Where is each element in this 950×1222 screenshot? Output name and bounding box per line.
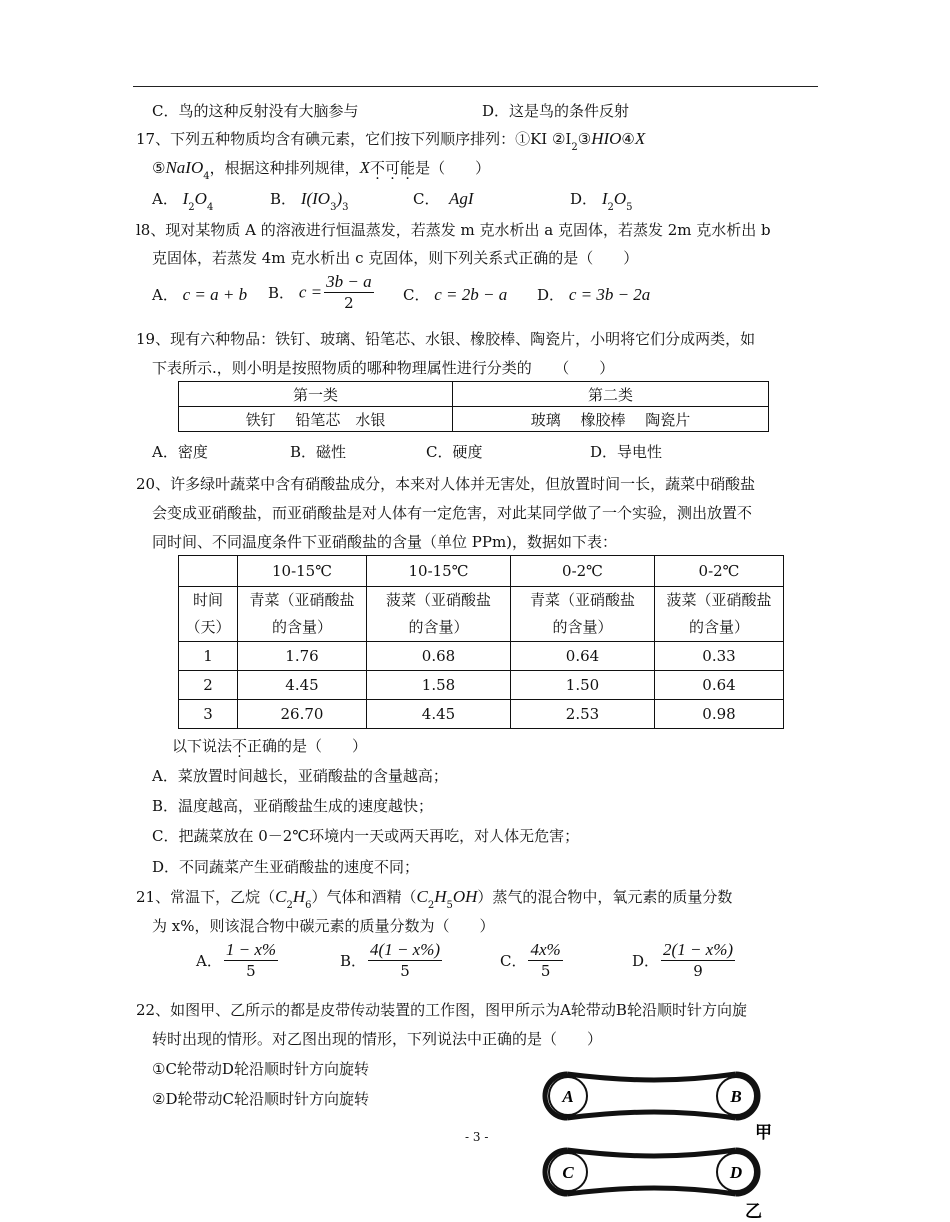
q18-a-label: A． [152, 286, 178, 304]
q17-naio-sub: 4 [203, 171, 210, 182]
q17-c-formula: AgI [449, 189, 474, 208]
q21-oh: OH [452, 887, 478, 906]
q20-cell: 1.58 [367, 671, 511, 700]
q20-cell: 2 [179, 671, 238, 700]
q20-cell: 0.33 [655, 642, 784, 671]
q22-line2: 转时出现的情形。对乙图出现的情形，下列说法中正确的是（ ） [152, 1030, 603, 1048]
q17-naio: NaIO [165, 158, 204, 177]
q21-c-fraction [528, 940, 562, 981]
q20-line3: 同时间、不同温度条件下亚硝酸盐的含量（单位 PPm)，数据如下表： [152, 533, 618, 551]
q19-header-class2: 第二类 [453, 382, 769, 407]
q17-emph-1: 不 [370, 159, 386, 177]
q17-a-label: A． [152, 190, 178, 208]
q20-cell: 1.76 [238, 642, 367, 671]
q18-b-label: B． [268, 284, 295, 302]
q21-b-denominator: 5 [400, 962, 410, 980]
q17-b-sub2: 3 [342, 202, 349, 213]
q20-cell: 2.53 [511, 700, 655, 729]
q18-option-b [268, 272, 376, 313]
q18-line2: 克固体，若蒸发 4m 克水析出 c 克固体，则下列关系式正确的是（ ） [152, 249, 639, 267]
wheel-c-label: C [562, 1163, 574, 1182]
q20-temp-1: 10-15℃ [238, 556, 367, 587]
q18-option-d [537, 285, 650, 305]
q21-option-a [196, 940, 280, 981]
q18-d-label: D． [537, 286, 565, 304]
q19-table [178, 381, 769, 432]
q20-cell: 4.45 [367, 700, 511, 729]
q20-cell: 0.98 [655, 700, 784, 729]
q17-line2 [152, 158, 490, 181]
q21-c-denominator: 5 [540, 962, 551, 980]
figure-label-jia: 甲 [755, 1123, 772, 1143]
wheel-d-label: D [729, 1163, 743, 1182]
q17-line1-circled3: ③ [577, 130, 592, 148]
q17-line1 [136, 129, 645, 152]
q17-a-o: O [194, 189, 207, 208]
q20-question-a: 以下说法 [172, 737, 233, 755]
q19-header-class1: 第一类 [179, 382, 453, 407]
q20-veg-header-4-line1: 菠菜（亚硝酸盐 [666, 591, 772, 609]
q21-option-b [340, 940, 444, 981]
q17-emph-2: 可 [385, 159, 401, 177]
q21-d-label: D． [632, 952, 660, 970]
q21-d-numerator: 2(1 − x%) [663, 940, 734, 959]
q22-line1: 22、如图甲、乙所示的都是皮带传动装置的工作图，图甲所示为A轮带动B轮沿顺时针方向旋 [136, 1001, 747, 1019]
q17-option-c [413, 189, 474, 209]
belt-diagram-yi [545, 1150, 762, 1222]
q21-l1-b: ）气体和酒精（ [311, 888, 417, 906]
q17-a-sub1: 2 [188, 202, 195, 213]
q21-h2: H [434, 887, 447, 906]
q21-c-numerator: 4x% [530, 940, 561, 959]
q20-time-header-line2: （天） [185, 618, 231, 636]
q17-circled5: ⑤ [152, 159, 166, 177]
q17-d-sub2: 5 [626, 202, 633, 213]
wheel-a-label: A [562, 1087, 574, 1106]
q17-d-o: O [613, 189, 627, 208]
q20-option-a: A．菜放置时间越长，亚硝酸盐的含量越高； [152, 767, 448, 785]
q17-line1-text: 17、下列五种物质均含有碘元素，它们按下列顺序排列：①KI ②I [136, 130, 572, 148]
q20-veg-header-4 [655, 587, 784, 642]
q21-l1-a: 21、常温下，乙烷（ [136, 888, 276, 906]
belt-bottom-yi [567, 1188, 736, 1194]
q19-cell-class2: 玻璃 橡胶棒 陶瓷片 [453, 407, 769, 432]
q21-sub4: 5 [446, 900, 453, 911]
q17-emph-3: 能 [400, 159, 416, 177]
q17-line1-circled4: ④ [621, 130, 635, 148]
q18-d-expr: c = 3b − 2a [568, 285, 651, 304]
q18-option-a [152, 285, 247, 305]
q17-a-i: I [182, 189, 189, 208]
q20-veg-header-3 [511, 587, 655, 642]
q17-line2-text: ，根据这种排列规律， [209, 159, 360, 177]
q21-a-label: A． [196, 952, 222, 970]
q16-option-d: D．这是鸟的条件反射 [482, 102, 630, 120]
q20-veg-header-2 [367, 587, 511, 642]
q21-b-label: B． [340, 952, 367, 970]
q21-c2: C [416, 887, 428, 906]
q21-b-fraction [368, 940, 442, 981]
q20-row-2 [179, 671, 784, 700]
q17-b-close: ) [336, 189, 343, 208]
figure-label-yi: 乙 [745, 1202, 762, 1222]
q20-temp-2: 10-15℃ [367, 556, 511, 587]
q18-b-lhs: c = [298, 282, 323, 302]
q21-b-numerator: 4(1 − x%) [370, 940, 441, 959]
q20-veg-header-3-line2: 的含量） [552, 618, 613, 636]
page-number: - 3 - [465, 1130, 489, 1144]
q21-sub3: 2 [427, 900, 435, 911]
q20-question [172, 736, 367, 756]
q20-option-b: B．温度越高，亚硝酸盐生成的速度越快； [152, 797, 434, 815]
q20-cell: 1 [179, 642, 238, 671]
q20-row-1 [179, 642, 784, 671]
belt-diagram-jia [545, 1074, 772, 1143]
q17-d-label: D． [570, 190, 598, 208]
q19-option-c: C．硬度 [426, 443, 483, 461]
q20-cell: 0.68 [367, 642, 511, 671]
belt-drive-figure [540, 1062, 780, 1222]
q21-a-fraction [224, 940, 278, 981]
q17-a-sub2: 4 [206, 202, 214, 213]
q21-a-denominator: 5 [246, 962, 256, 980]
q21-d-denominator: 9 [693, 962, 703, 980]
q20-cell: 1.50 [511, 671, 655, 700]
q17-option-a [152, 189, 213, 212]
belt-bottom-jia [567, 1112, 736, 1118]
q19-line1: 19、现有六种物品：铁钉、玻璃、铅笔芯、水银、橡胶棒、陶瓷片，小明将它们分成两类，如 [136, 330, 756, 348]
q20-veg-header-4-line2: 的含量） [688, 618, 749, 636]
q21-option-d [632, 940, 737, 981]
q21-d-fraction [661, 940, 735, 981]
q18-option-c [403, 285, 507, 305]
q17-x2: X [359, 158, 371, 177]
q17-b-formula: I(IO [300, 189, 331, 208]
q18-c-label: C． [403, 286, 430, 304]
q21-h: H [292, 887, 306, 906]
q20-cell: 26.70 [238, 700, 367, 729]
q18-b-numerator: 3b − a [326, 272, 372, 291]
q20-cell: 0.64 [511, 642, 655, 671]
belt-top-jia [567, 1074, 736, 1080]
q20-cell: 0.64 [655, 671, 784, 700]
q19-cell-class1: 铁钉 铅笔芯 水银 [179, 407, 453, 432]
q17-hio: HIO [591, 129, 622, 148]
q21-l1-c: ）蒸气的混合物中，氧元素的质量分数 [477, 888, 733, 906]
q20-veg-header-3-line1: 青菜（亚硝酸盐 [529, 591, 635, 609]
q21-line1 [136, 887, 732, 910]
q20-veg-header-1-line1: 青菜（亚硝酸盐 [249, 591, 355, 609]
q21-sub1: 2 [286, 900, 293, 911]
q19-option-d: D．导电性 [590, 443, 663, 461]
q21-option-c [500, 940, 565, 981]
q17-b-label: B． [270, 190, 297, 208]
q21-c-label: C． [500, 952, 527, 970]
q17-c-label: C． [413, 190, 440, 208]
q17-option-b [270, 189, 349, 212]
q20-temp-4: 0-2℃ [655, 556, 784, 587]
q21-a-numerator: 1 − x% [225, 940, 277, 959]
header-rule [133, 86, 818, 87]
q20-time-header [179, 587, 238, 642]
q21-line2: 为 x%，则该混合物中碳元素的质量分数为（ ） [152, 917, 495, 935]
q17-d-sub1: 2 [607, 202, 614, 213]
q18-line1: l8、现对某物质 A 的溶液进行恒温蒸发，若蒸发 m 克水析出 a 克固体，若蒸发 2m 克水析出 b [136, 221, 771, 239]
q18-b-fraction [324, 272, 373, 313]
belt-top-yi [567, 1150, 736, 1156]
q22-statement-2: ②D轮带动C轮沿顺时针方向旋转 [152, 1090, 369, 1108]
q20-veg-header-1-line2: 的含量） [271, 618, 332, 636]
q17-line1-sub: 2 [571, 142, 578, 153]
q20-time-header-line1: 时间 [192, 591, 223, 609]
q20-option-d: D．不同蔬菜产生亚硝酸盐的速度不同； [152, 858, 420, 876]
q20-cell: 3 [179, 700, 238, 729]
q17-x: X [634, 129, 646, 148]
q20-option-c: C．把蔬菜放在 0－2℃环境内一天或两天再吃，对人体无危害； [152, 827, 580, 845]
q20-line2: 会变成亚硝酸盐，而亚硝酸盐是对人体有一定危害，对此某同学做了一个实验，测出放置不 [152, 504, 753, 522]
q21-sub2: 6 [305, 900, 312, 911]
q19-option-b: B．磁性 [290, 443, 347, 461]
q18-b-denominator: 2 [344, 294, 354, 312]
q20-veg-header-1 [238, 587, 367, 642]
q22-statement-1: ①C轮带动D轮沿顺时针方向旋转 [152, 1060, 369, 1078]
wheel-b-label: B [730, 1087, 742, 1106]
q20-temp-3: 0-2℃ [511, 556, 655, 587]
q18-c-expr: c = 2b − a [434, 285, 508, 304]
q19-option-a: A．密度 [152, 443, 208, 461]
q18-a-expr: c = a + b [182, 285, 248, 304]
q17-d-i: I [601, 189, 608, 208]
q20-veg-header-2-line1: 菠菜（亚硝酸盐 [385, 591, 491, 609]
q20-question-emph: 不 [232, 737, 248, 755]
q17-line2-end: 是（ ） [415, 159, 491, 177]
q20-question-b: 正确的是（ ） [247, 737, 368, 755]
q20-cell: 4.45 [238, 671, 367, 700]
q17-b-sub1: 3 [330, 202, 337, 213]
q16-option-c: C．鸟的这种反射没有大脑参与 [152, 102, 359, 120]
q21-c: C [275, 887, 287, 906]
q20-corner-cell [179, 556, 238, 587]
q20-row-3 [179, 700, 784, 729]
q20-table [178, 555, 784, 729]
q17-option-d [570, 189, 633, 212]
q20-line1: 20、许多绿叶蔬菜中含有硝酸盐成分，本来对人体并无害处，但放置时间一长，蔬菜中硝酸盐 [136, 475, 756, 493]
q19-line2: 下表所示.，则小明是按照物质的哪种物理属性进行分类的 （ ） [152, 359, 615, 377]
q20-veg-header-2-line2: 的含量） [408, 618, 469, 636]
